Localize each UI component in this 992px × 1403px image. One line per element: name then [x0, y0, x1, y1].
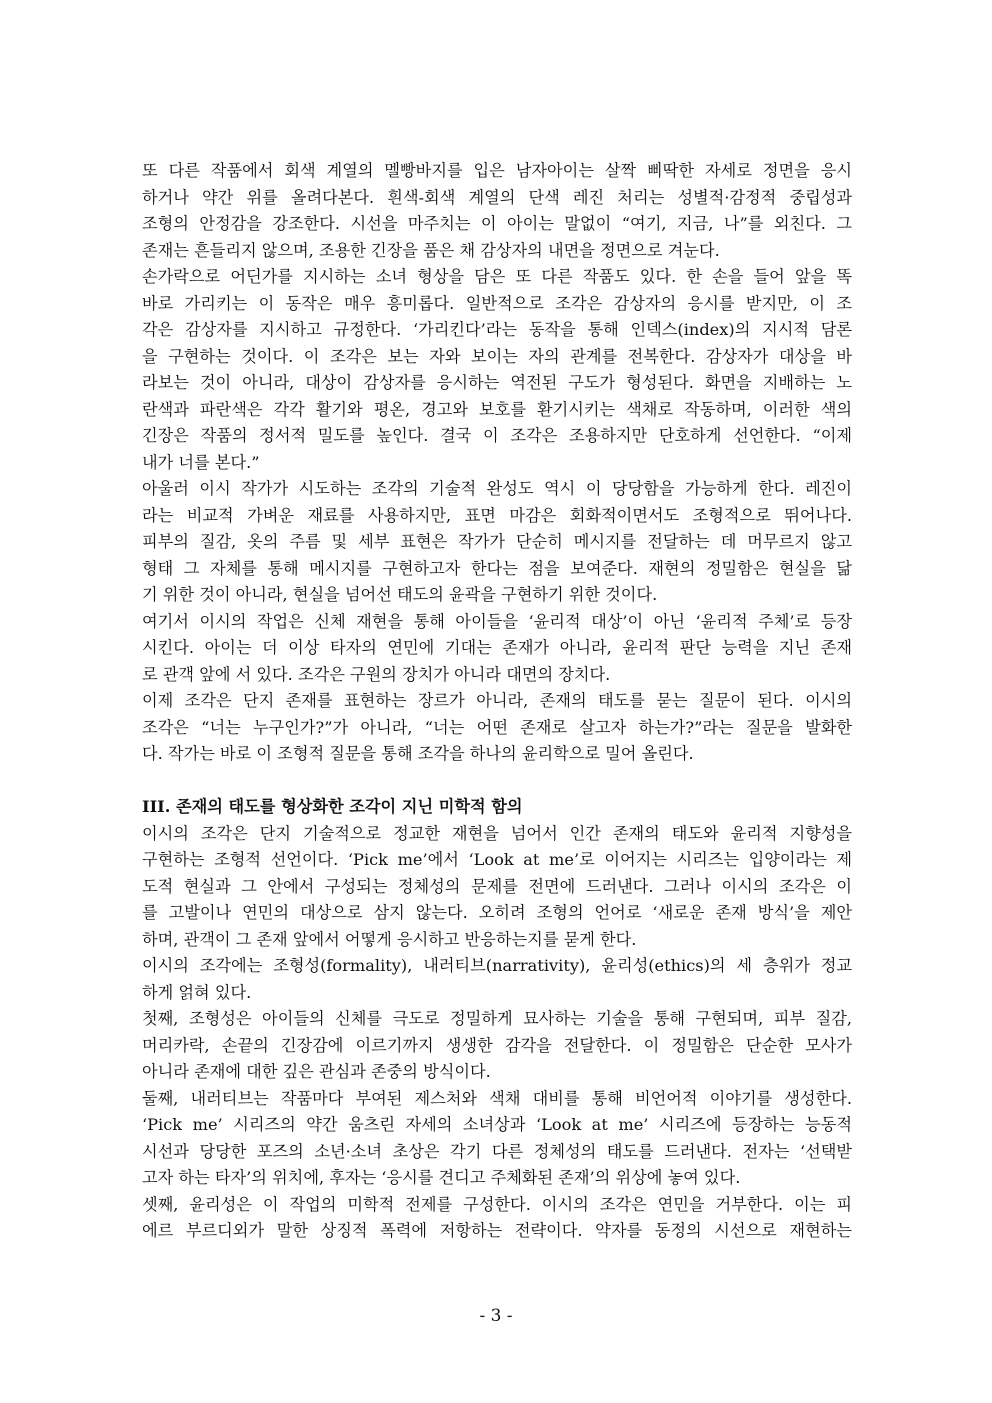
paragraph [142, 158, 852, 264]
text-line: 하거나 약간 위를 올려다본다. 흰색-회색 계열의 단색 레진 처리는 성별적·감정적 중립성과 [142, 187, 852, 207]
section-heading: III. 존재의 태도를 형상화한 조각이 지닌 미학적 함의 [142, 797, 523, 816]
text-line: 고자 하는 타자’의 위치에, 후자는 ‘응시를 견디고 주체화된 존재’의 위상에 놓여 있다. [142, 1168, 741, 1187]
text-line: 를 고발이나 연민의 대상으로 삼지 않는다. 오히려 조형의 언어로 ‘새로운 존재 방식’을 제안 [142, 903, 852, 922]
text-line: 라는 비교적 가벼운 재료를 사용하지만, 표면 마감은 회화적이면서도 조형적으로 뛰어나다. [142, 505, 852, 525]
text-line: 여기서 이시의 작업은 신체 재현을 통해 아이들을 ‘윤리적 대상’이 아닌 ‘윤리적 주체’로 등장 [142, 611, 852, 631]
text-line: 셋째, 윤리성은 이 작업의 미학적 전제를 구성한다. 이시의 조각은 연민을 거부한다. 이는 피 [142, 1194, 852, 1214]
paragraph [142, 609, 852, 689]
text-line: 구현하는 조형적 선언이다. ‘Pick me’에서 ‘Look at me’로 이어지는 시리즈는 입양이라는 제 [142, 850, 852, 869]
text-line: 라보는 것이 아니라, 대상이 감상자를 응시하는 역전된 구도가 형성된다. 화면을 지배하는 노 [142, 373, 852, 392]
paragraph [142, 476, 852, 609]
text-line: 조각은 “너는 누구인가?”가 아니라, “너는 어떤 존재로 살고자 하는가?”라는 질문을 발화한 [142, 717, 852, 737]
paragraph [142, 1006, 852, 1086]
text-line: 을 구현하는 것이다. 이 조각은 보는 자와 보이는 자의 관계를 전복한다. 감상자가 대상을 바 [142, 346, 852, 366]
text-line: 하며, 관객이 그 존재 앞에서 어떻게 응시하고 반응하는지를 묻게 한다. [142, 929, 637, 949]
paragraph [142, 1086, 852, 1192]
text-line: 존재는 흔들리지 않으며, 조용한 긴장을 품은 채 감상자의 내면을 정면으로 겨눈다. [142, 240, 720, 260]
text-line: 기 위한 것이 아니라, 현실을 넘어선 태도의 윤곽을 구현하기 위한 것이다. [142, 585, 658, 604]
text-line: 손가락으로 어딘가를 지시하는 소녀 형상을 담은 또 다른 작품도 있다. 한 손을 들어 앞을 똑 [142, 267, 852, 286]
text-line: 각은 감상자를 지시하고 규정한다. ‘가리킨다’라는 동작을 통해 인덱스(index)의 지시적 담론 [142, 320, 852, 339]
text-line: 란색과 파란색은 각각 활기와 평온, 경고와 보호를 환기시키는 색채로 작동하며, 이러한 색의 [142, 399, 852, 419]
text-line: 또 다른 작품에서 회색 계열의 멜빵바지를 입은 남자아이는 살짝 삐딱한 자세로 정면을 응시 [142, 161, 852, 180]
document-body [142, 158, 852, 1245]
text-line: 아니라 존재에 대한 깊은 관심과 존중의 방식이다. [142, 1062, 491, 1081]
text-line: 바로 가리키는 이 동작은 매우 흥미롭다. 일반적으로 조각은 감상자의 응시를 받지만, 이 조 [142, 293, 852, 313]
section-gap [142, 768, 852, 795]
text-line: 이시의 조각에는 조형성(formality), 내러티브(narrativity), 윤리성(ethics)의 세 층위가 정교 [142, 956, 852, 975]
text-line: 하게 얽혀 있다. [142, 982, 252, 1002]
text-line: 아울러 이시 작가가 시도하는 조각의 기술적 완성도 역시 이 당당함을 가능하게 한다. 레진이 [142, 479, 852, 498]
text-line: 둘째, 내러티브는 작품마다 부여된 제스처와 색채 대비를 통해 비언어적 이야기를 생성한다. [142, 1088, 852, 1108]
text-line: 머리카락, 손끝의 긴장감에 이르기까지 생생한 감각을 전달한다. 이 정밀함은 단순한 모사가 [142, 1035, 852, 1055]
text-line: 첫째, 조형성은 아이들의 신체를 극도로 정밀하게 묘사하는 기술을 통해 구현되며, 피부 질감, [142, 1009, 852, 1028]
text-line: 도적 현실과 그 안에서 구성되는 정체성의 문제를 전면에 드러낸다. 그러나 이시의 조각은 이 [142, 876, 852, 896]
text-line: 피부의 질감, 옷의 주름 및 세부 표현은 작가가 단순히 메시지를 전달하는 데 머무르지 않고 [142, 532, 852, 551]
paragraph [142, 953, 852, 1006]
text-line: 로 관객 앞에 서 있다. 조각은 구원의 장치가 아니라 대면의 장치다. [142, 664, 611, 684]
text-line: 이시의 조각은 단지 기술적으로 정교한 재현을 넘어서 인간 존재의 태도와 윤리적 지향성을 [142, 823, 852, 843]
text-line: ‘Pick me’ 시리즈의 약간 움츠린 자세의 소녀상과 ‘Look at me’ 시리즈에 등장하는 능동적 [142, 1115, 852, 1134]
paragraph [142, 821, 852, 954]
text-line: 긴장은 작품의 정서적 밀도를 높인다. 결국 이 조각은 조용하지만 단호하게 선언한다. “이제 [142, 426, 852, 445]
paragraph [142, 1192, 852, 1245]
body-text-before-section [142, 158, 852, 768]
text-line: 조형의 안정감을 강조한다. 시선을 마주치는 이 아이는 말없이 “여기, 지금, 나”를 외친다. 그 [142, 214, 852, 233]
text-line: 에르 부르디외가 말한 상징적 폭력에 저항하는 전략이다. 약자를 동정의 시선으로 재현하는 [142, 1221, 852, 1240]
text-line: 내가 너를 본다.” [142, 452, 260, 472]
text-line: 형태 그 자체를 통해 메시지를 구현하고자 한다는 점을 보여준다. 재현의 정밀함은 현실을 닮 [142, 558, 852, 578]
page-number: - 3 - [479, 1306, 513, 1326]
text-line: 시선과 당당한 포즈의 소년·소녀 초상은 각기 다른 정체성의 태도를 드러낸다. 전자는 ‘선택받 [142, 1141, 852, 1161]
paragraph [142, 264, 852, 476]
paragraph [142, 688, 852, 768]
text-line: 시킨다. 아이는 더 이상 타자의 연민에 기대는 존재가 아니라, 윤리적 판단 능력을 지닌 존재 [142, 638, 852, 657]
body-text-after-section [142, 821, 852, 1245]
text-line: 다. 작가는 바로 이 조형적 질문을 통해 조각을 하나의 윤리학으로 밀어 올린다. [142, 744, 694, 763]
text-line: 이제 조각은 단지 존재를 표현하는 장르가 아니라, 존재의 태도를 묻는 질문이 된다. 이시의 [142, 691, 852, 710]
